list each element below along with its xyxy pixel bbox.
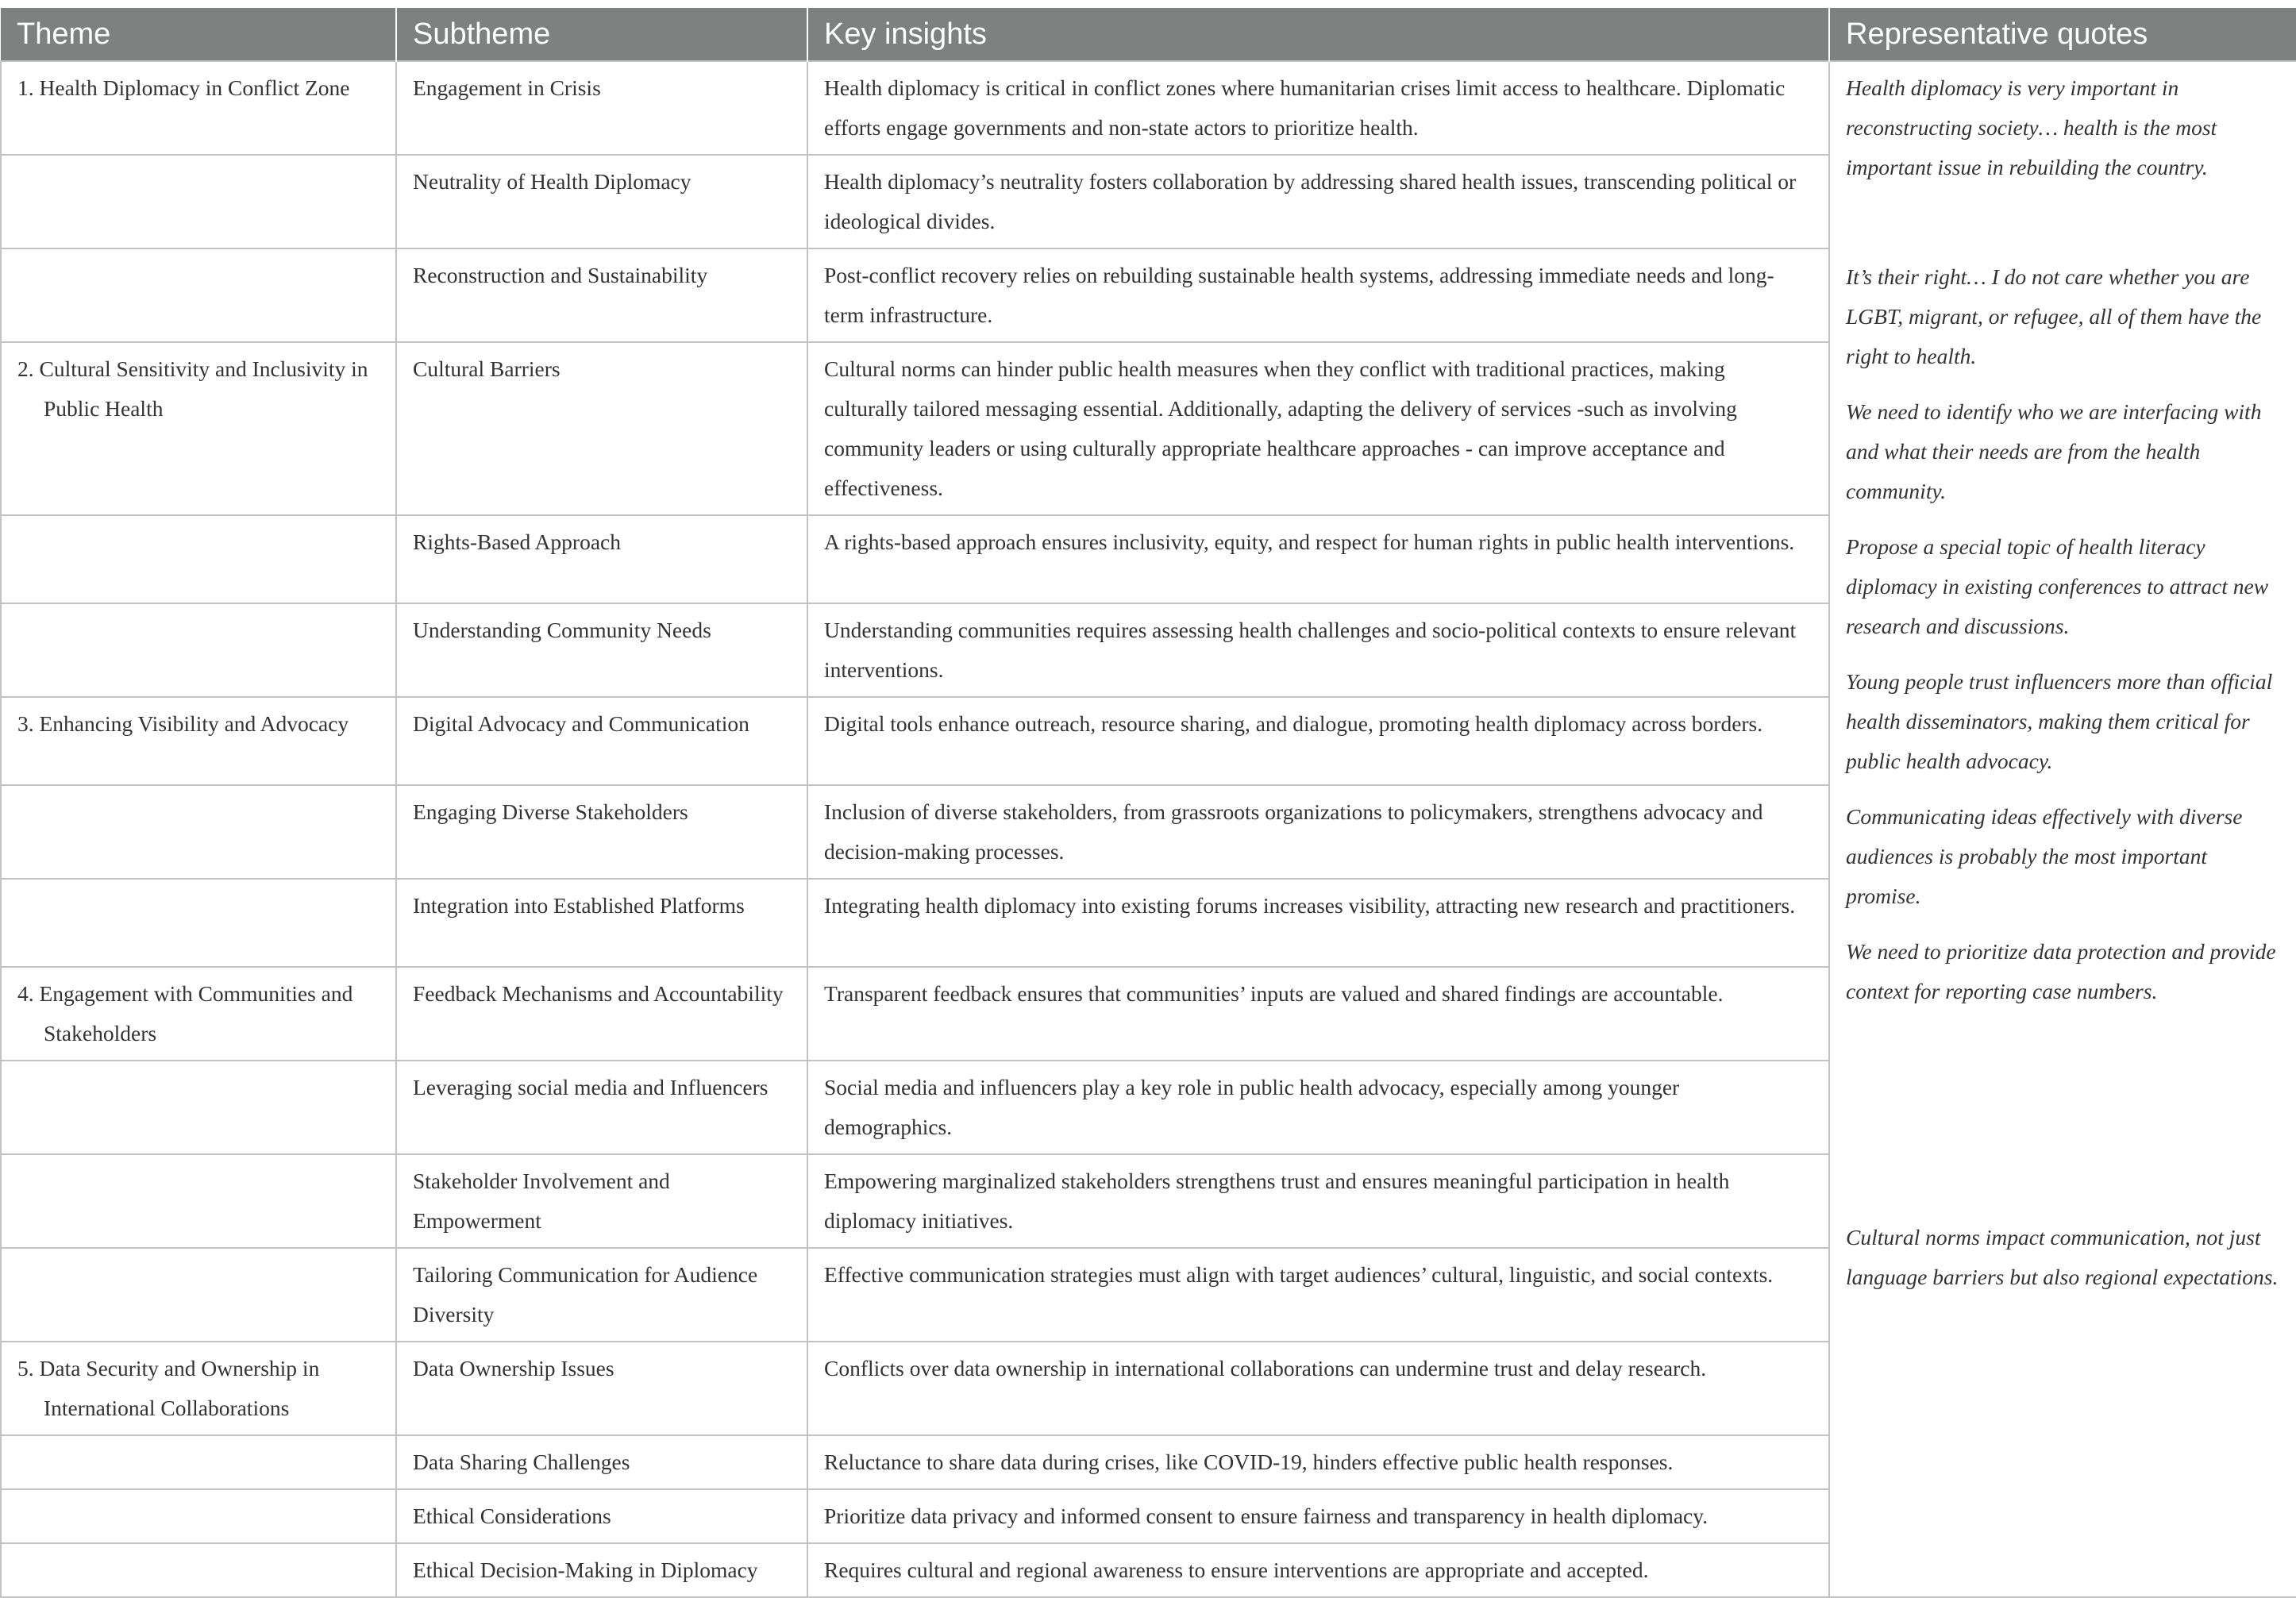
themes-table-container [0, 8, 2296, 1598]
subtheme-cell: Integration into Established Platforms [396, 879, 807, 967]
insight-cell: Prioritize data privacy and informed consent to ensure fairness and transparency in health diplomacy. [807, 1489, 1829, 1543]
theme-cell [1, 1342, 396, 1435]
insight-cell: Reluctance to share data during crises, like COVID-19, hinders effective public health responses. [807, 1435, 1829, 1489]
table-body [1, 61, 2296, 1597]
theme-cell [1, 342, 396, 515]
theme-cell [1, 1435, 396, 1489]
subtheme-cell: Leveraging social media and Influencers [396, 1061, 807, 1154]
quote: Propose a special topic of health literacy diplomacy in existing conferences to attract new research and discussions. [1846, 534, 2269, 638]
header-key-insights: Key insights [807, 8, 1829, 61]
theme-cell [1, 603, 396, 697]
theme-text: 1. Health Diplomacy in Conflict Zone [17, 75, 350, 100]
insight-cell: Inclusion of diverse stakeholders, from grassroots organizations to policymakers, strengthens advocacy and decision-making processes. [807, 785, 1829, 879]
theme-text: 4. Engagement with Communities and Stakeholders [17, 981, 353, 1045]
insight-cell: Conflicts over data ownership in international collaborations can undermine trust and delay research. [807, 1342, 1829, 1435]
subtheme-cell: Neutrality of Health Diplomacy [396, 155, 807, 248]
subtheme-cell: Rights-Based Approach [396, 515, 807, 603]
theme-text: 5. Data Security and Ownership in International Collaborations [17, 1356, 320, 1420]
header-row [1, 8, 2296, 61]
subtheme-cell: Feedback Mechanisms and Accountability [396, 967, 807, 1061]
table-row [1, 61, 2296, 155]
insight-cell: Health diplomacy’s neutrality fosters collaboration by addressing shared health issues, transcending political or ideological divides. [807, 155, 1829, 248]
subtheme-cell: Ethical Decision-Making in Diplomacy [396, 1543, 807, 1597]
insight-cell: Post-conflict recovery relies on rebuilding sustainable health systems, addressing immediate needs and long-term infrastructure. [807, 248, 1829, 342]
quote: We need to identify who we are interfacing with and what their needs are from the health community. [1846, 399, 2262, 503]
theme-cell [1, 1061, 396, 1154]
insight-cell: A rights-based approach ensures inclusivity, equity, and respect for human rights in public health interventions. [807, 515, 1829, 603]
theme-text: 3. Enhancing Visibility and Advocacy [17, 711, 349, 736]
theme-cell [1, 1248, 396, 1342]
theme-cell [1, 248, 396, 342]
insight-cell: Social media and influencers play a key role in public health advocacy, especially among younger demographics. [807, 1061, 1829, 1154]
theme-cell [1, 879, 396, 967]
subtheme-cell: Reconstruction and Sustainability [396, 248, 807, 342]
quote: Young people trust influencers more than official health disseminators, making them critical for public health advocacy. [1846, 669, 2273, 773]
subtheme-cell: Engagement in Crisis [396, 61, 807, 155]
insight-cell: Effective communication strategies must align with target audiences’ cultural, linguistic, and social contexts. [807, 1248, 1829, 1342]
table-header [1, 8, 2296, 61]
theme-cell [1, 785, 396, 879]
insight-cell: Health diplomacy is critical in conflict zones where humanitarian crises limit access to healthcare. Diplomatic efforts engage governments and non-state actors to prioritize health. [807, 61, 1829, 155]
theme-cell [1, 1543, 396, 1597]
theme-cell [1, 515, 396, 603]
subtheme-cell: Data Sharing Challenges [396, 1435, 807, 1489]
insight-cell: Empowering marginalized stakeholders strengthens trust and ensures meaningful participation in health diplomacy initiatives. [807, 1154, 1829, 1248]
insight-cell: Cultural norms can hinder public health measures when they conflict with traditional practices, making culturally tailored messaging essential. Additionally, adapting the delivery of services -such as involving community leaders or using culturally appropriate healthcare approaches - can improve acceptance and effectiveness. [807, 342, 1829, 515]
subtheme-cell: Engaging Diverse Stakeholders [396, 785, 807, 879]
theme-cell [1, 697, 396, 785]
theme-text: 2. Cultural Sensitivity and Inclusivity in Public Health [17, 356, 368, 421]
quotes-cell [1829, 61, 2296, 1597]
insight-cell: Transparent feedback ensures that communities’ inputs are valued and shared findings are accountable. [807, 967, 1829, 1061]
theme-cell [1, 1154, 396, 1248]
subtheme-cell: Stakeholder Involvement and Empowerment [396, 1154, 807, 1248]
header-theme: Theme [1, 8, 396, 61]
insight-cell: Understanding communities requires assessing health challenges and socio-political contexts to ensure relevant interventions. [807, 603, 1829, 697]
quote: It’s their right… I do not care whether you are LGBT, migrant, or refugee, all of them have the right to health. [1846, 264, 2262, 368]
quote: We need to prioritize data protection and provide context for reporting case numbers. [1846, 939, 2276, 1003]
insight-cell: Integrating health diplomacy into existing forums increases visibility, attracting new research and practitioners. [807, 879, 1829, 967]
subtheme-cell: Tailoring Communication for Audience Diversity [396, 1248, 807, 1342]
subtheme-cell: Data Ownership Issues [396, 1342, 807, 1435]
subtheme-cell: Cultural Barriers [396, 342, 807, 515]
insight-cell: Digital tools enhance outreach, resource sharing, and dialogue, promoting health diplomacy across borders. [807, 697, 1829, 785]
header-representative-quotes: Representative quotes [1829, 8, 2296, 61]
header-subtheme: Subtheme [396, 8, 807, 61]
quote: Communicating ideas effectively with diverse audiences is probably the most important promise. [1846, 804, 2243, 908]
quote: Cultural norms impact communication, not just language barriers but also regional expectations. [1846, 1225, 2279, 1289]
insight-cell: Requires cultural and regional awareness to ensure interventions are appropriate and accepted. [807, 1543, 1829, 1597]
theme-cell [1, 61, 396, 155]
themes-table [0, 8, 2296, 1598]
subtheme-cell: Understanding Community Needs [396, 603, 807, 697]
theme-cell [1, 1489, 396, 1543]
subtheme-cell: Ethical Considerations [396, 1489, 807, 1543]
subtheme-cell: Digital Advocacy and Communication [396, 697, 807, 785]
theme-cell [1, 155, 396, 248]
theme-cell [1, 967, 396, 1061]
quote: Health diplomacy is very important in reconstructing society… health is the most important issue in rebuilding the country. [1846, 75, 2217, 179]
